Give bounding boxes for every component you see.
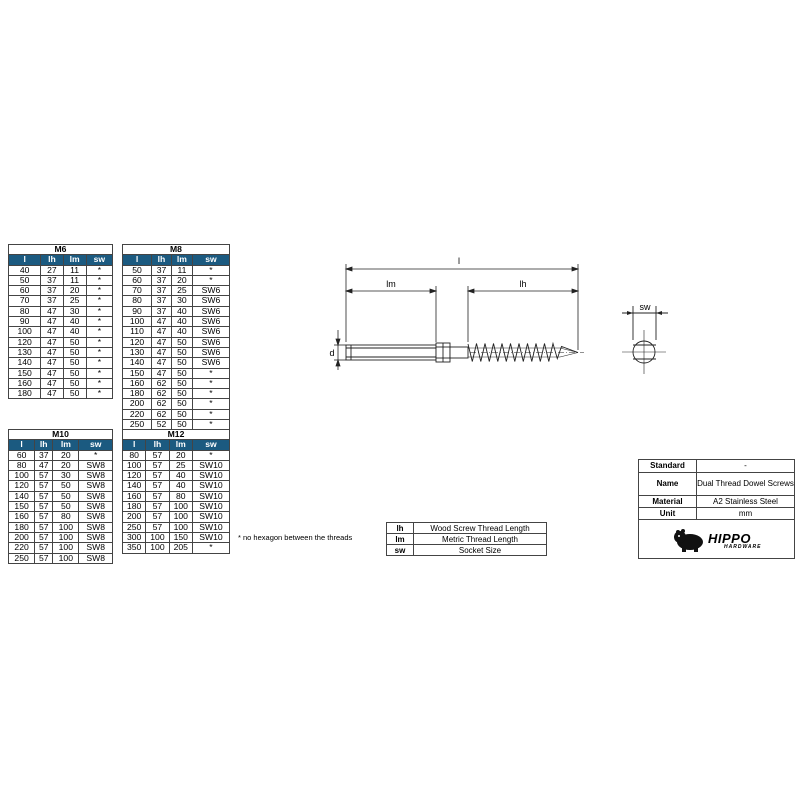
table-cell: 57: [146, 522, 169, 532]
table-cell: *: [86, 275, 112, 285]
screw-neck: [450, 347, 468, 358]
table-cell: 140: [9, 491, 35, 501]
info-key: Name: [639, 472, 697, 495]
column-header: lm: [171, 255, 192, 265]
table-cell: SW6: [192, 358, 229, 368]
table-cell: *: [86, 358, 112, 368]
table-cell: 50: [171, 409, 192, 419]
table-cell: 37: [41, 286, 63, 296]
column-header: sw: [86, 255, 112, 265]
table-cell: 150: [123, 368, 152, 378]
table-cell: 47: [41, 337, 63, 347]
table-cell: 200: [9, 532, 35, 542]
table-cell: *: [192, 275, 229, 285]
info-value: A2 Stainless Steel: [697, 495, 795, 507]
table-cell: 50: [123, 265, 152, 275]
table-cell: SW10: [192, 460, 229, 470]
table-cell: 57: [146, 460, 169, 470]
table-cell: 150: [169, 532, 192, 542]
info-value: mm: [697, 507, 795, 519]
legend-key: lm: [387, 534, 414, 545]
table-cell: 300: [123, 532, 146, 542]
table-cell: *: [86, 317, 112, 327]
table-cell: 57: [146, 481, 169, 491]
table-cell: 37: [152, 296, 172, 306]
table-cell: 150: [9, 368, 41, 378]
table-cell: 250: [123, 420, 152, 430]
table-cell: 180: [123, 502, 146, 512]
table-cell: 130: [123, 347, 152, 357]
table-cell: 50: [53, 481, 79, 491]
table-cell: 50: [171, 378, 192, 388]
table-cell: *: [192, 389, 229, 399]
table-cell: *: [79, 450, 113, 460]
table-cell: 57: [35, 481, 53, 491]
table-cell: 47: [41, 378, 63, 388]
table-cell: SW8: [79, 532, 113, 542]
table-cell: 57: [35, 553, 53, 563]
arrow-icon: [572, 267, 578, 271]
label-l: l: [458, 256, 460, 266]
table-cell: 25: [171, 286, 192, 296]
table-cell: 57: [146, 450, 169, 460]
table-cell: 60: [123, 275, 152, 285]
table-cell: 50: [53, 491, 79, 501]
table-cell: 100: [169, 522, 192, 532]
table-cell: 100: [53, 532, 79, 542]
table-cell: 37: [152, 265, 172, 275]
table-cell: *: [86, 265, 112, 275]
table-cell: 40: [171, 327, 192, 337]
table-cell: 25: [169, 460, 192, 470]
table-cell: 130: [9, 347, 41, 357]
info-value: Dual Thread Dowel Screws: [697, 472, 795, 495]
table-cell: SW8: [79, 460, 113, 470]
table-cell: SW8: [79, 502, 113, 512]
column-header: lh: [41, 255, 63, 265]
table-cell: 60: [9, 286, 41, 296]
table-title: M8: [123, 245, 230, 255]
table-cell: 37: [41, 296, 63, 306]
column-header: l: [123, 255, 152, 265]
table-cell: 37: [152, 306, 172, 316]
table-cell: 50: [63, 347, 86, 357]
table-cell: 50: [171, 368, 192, 378]
table-cell: 100: [53, 522, 79, 532]
table-cell: 60: [9, 450, 35, 460]
table-cell: 11: [171, 265, 192, 275]
table-cell: SW8: [79, 512, 113, 522]
table-cell: 57: [35, 512, 53, 522]
table-cell: 110: [123, 327, 152, 337]
table-cell: 50: [63, 378, 86, 388]
table-cell: *: [86, 306, 112, 316]
table-cell: 50: [9, 275, 41, 285]
legend-key: sw: [387, 545, 414, 556]
table-cell: 250: [9, 553, 35, 563]
column-header: l: [123, 440, 146, 450]
table-cell: 140: [123, 358, 152, 368]
table-cell: 140: [123, 481, 146, 491]
table-cell: 40: [63, 317, 86, 327]
info-key: Unit: [639, 507, 697, 519]
arrow-icon: [430, 289, 436, 293]
arrow-icon: [346, 267, 352, 271]
table-cell: 30: [63, 306, 86, 316]
legend-value: Wood Screw Thread Length: [414, 523, 547, 534]
table-cell: 57: [146, 471, 169, 481]
column-header: lh: [35, 440, 53, 450]
table-cell: 57: [35, 502, 53, 512]
table-cell: 20: [53, 460, 79, 470]
arrow-icon: [336, 339, 340, 345]
table-cell: 20: [53, 450, 79, 460]
table-cell: 47: [152, 368, 172, 378]
table-cell: *: [192, 368, 229, 378]
table-cell: SW8: [79, 522, 113, 532]
table-cell: 220: [123, 409, 152, 419]
table-cell: 100: [9, 471, 35, 481]
table-cell: 25: [63, 296, 86, 306]
table-title: M12: [123, 430, 230, 440]
table-cell: 120: [123, 471, 146, 481]
table-cell: 180: [9, 522, 35, 532]
table-cell: 70: [123, 286, 152, 296]
table-cell: 47: [35, 460, 53, 470]
table-cell: 40: [171, 306, 192, 316]
table-cell: 180: [9, 389, 41, 399]
table-cell: 30: [171, 296, 192, 306]
table-cell: SW10: [192, 502, 229, 512]
table-cell: 180: [123, 389, 152, 399]
table-cell: 50: [171, 347, 192, 357]
table-cell: *: [86, 347, 112, 357]
table-cell: 27: [41, 265, 63, 275]
table-cell: *: [86, 389, 112, 399]
column-header: lm: [63, 255, 86, 265]
table-cell: 350: [123, 543, 146, 553]
table-cell: 120: [123, 337, 152, 347]
table-cell: 220: [9, 543, 35, 553]
table-cell: 150: [9, 502, 35, 512]
table-cell: SW6: [192, 347, 229, 357]
table-cell: SW6: [192, 306, 229, 316]
table-cell: 50: [63, 358, 86, 368]
info-key: Material: [639, 495, 697, 507]
table-cell: 62: [152, 409, 172, 419]
table-cell: 57: [35, 532, 53, 542]
table-cell: 50: [171, 389, 192, 399]
footnote: * no hexagon between the threads: [238, 533, 353, 542]
table-cell: 62: [152, 378, 172, 388]
column-header: sw: [192, 255, 229, 265]
table-cell: 47: [41, 347, 63, 357]
table-cell: 62: [152, 399, 172, 409]
table-cell: *: [192, 265, 229, 275]
table-cell: 80: [123, 296, 152, 306]
label-lh: lh: [519, 279, 527, 289]
table-cell: *: [192, 378, 229, 388]
table-cell: 200: [123, 512, 146, 522]
table-cell: *: [86, 337, 112, 347]
table-cell: 50: [63, 389, 86, 399]
table-cell: SW8: [79, 481, 113, 491]
table-cell: SW6: [192, 317, 229, 327]
table-cell: 40: [63, 327, 86, 337]
legend-value: Socket Size: [414, 545, 547, 556]
table-cell: SW6: [192, 286, 229, 296]
table-cell: 57: [35, 491, 53, 501]
table-cell: 200: [123, 399, 152, 409]
table-cell: SW6: [192, 296, 229, 306]
column-header: l: [9, 255, 41, 265]
table-cell: 90: [9, 317, 41, 327]
table-cell: SW10: [192, 532, 229, 542]
table-cell: SW8: [79, 491, 113, 501]
arrow-icon: [346, 289, 352, 293]
table-cell: 57: [146, 512, 169, 522]
table-cell: SW8: [79, 543, 113, 553]
logo-name: HIPPO: [708, 531, 751, 546]
logo-subtitle: HARDWARE: [724, 544, 762, 550]
table-cell: *: [192, 450, 229, 460]
table-cell: 50: [53, 502, 79, 512]
table-cell: 80: [169, 491, 192, 501]
table-cell: 50: [171, 399, 192, 409]
label-lm: lm: [386, 279, 396, 289]
table-cell: 250: [123, 522, 146, 532]
table-cell: 160: [9, 378, 41, 388]
legend-key: lh: [387, 523, 414, 534]
table-cell: *: [86, 296, 112, 306]
table-cell: SW10: [192, 491, 229, 501]
table-cell: SW10: [192, 481, 229, 491]
table-cell: 50: [63, 337, 86, 347]
table-cell: 100: [123, 317, 152, 327]
arrow-icon: [468, 289, 474, 293]
table-cell: 47: [41, 368, 63, 378]
table-cell: 40: [169, 481, 192, 491]
table-cell: *: [192, 420, 229, 430]
table-cell: 47: [152, 337, 172, 347]
table-cell: *: [192, 543, 229, 553]
arrow-icon: [572, 289, 578, 293]
table-cell: 47: [152, 327, 172, 337]
table-cell: 11: [63, 275, 86, 285]
table-cell: 47: [41, 358, 63, 368]
table-cell: 50: [171, 420, 192, 430]
table-cell: SW8: [79, 471, 113, 481]
table-cell: 57: [35, 522, 53, 532]
table-cell: 40: [169, 471, 192, 481]
table-cell: SW10: [192, 522, 229, 532]
column-header: sw: [79, 440, 113, 450]
column-header: sw: [192, 440, 229, 450]
table-cell: 57: [35, 471, 53, 481]
table-cell: SW8: [79, 553, 113, 563]
table-cell: 160: [123, 378, 152, 388]
table-cell: 160: [123, 491, 146, 501]
table-cell: *: [192, 399, 229, 409]
table-cell: 11: [63, 265, 86, 275]
table-cell: 62: [152, 389, 172, 399]
table-cell: 120: [9, 337, 41, 347]
table-cell: 90: [123, 306, 152, 316]
table-cell: 57: [146, 502, 169, 512]
table-cell: 100: [169, 502, 192, 512]
table-cell: 100: [123, 460, 146, 470]
arrow-icon: [627, 311, 633, 315]
table-cell: 52: [152, 420, 172, 430]
table-cell: 140: [9, 358, 41, 368]
table-title: M6: [9, 245, 113, 255]
table-cell: 100: [146, 543, 169, 553]
table-cell: 47: [152, 317, 172, 327]
table-cell: 100: [146, 532, 169, 542]
metric-thread-shank: [346, 345, 436, 360]
table-cell: 160: [9, 512, 35, 522]
column-header: lh: [146, 440, 169, 450]
arrow-icon: [656, 311, 662, 315]
table-cell: 20: [171, 275, 192, 285]
info-value: -: [697, 460, 795, 472]
table-cell: 80: [9, 460, 35, 470]
table-cell: *: [192, 409, 229, 419]
table-cell: 20: [169, 450, 192, 460]
table-cell: SW6: [192, 337, 229, 347]
table-cell: 20: [63, 286, 86, 296]
table-cell: *: [86, 368, 112, 378]
column-header: l: [9, 440, 35, 450]
table-cell: SW10: [192, 512, 229, 522]
label-d: d: [329, 348, 335, 358]
column-header: lh: [152, 255, 172, 265]
table-cell: 100: [169, 512, 192, 522]
table-cell: 100: [53, 553, 79, 563]
table-cell: 37: [152, 275, 172, 285]
table-cell: SW6: [192, 327, 229, 337]
table-cell: 47: [41, 317, 63, 327]
table-cell: *: [86, 286, 112, 296]
column-header: lm: [169, 440, 192, 450]
arrow-icon: [336, 360, 340, 366]
table-cell: 47: [41, 327, 63, 337]
legend-value: Metric Thread Length: [414, 534, 547, 545]
table-cell: 70: [9, 296, 41, 306]
label-sw: sw: [639, 302, 651, 312]
table-cell: 47: [41, 389, 63, 399]
table-cell: 40: [171, 317, 192, 327]
table-cell: 80: [123, 450, 146, 460]
table-cell: 30: [53, 471, 79, 481]
table-cell: 50: [63, 368, 86, 378]
table-cell: 205: [169, 543, 192, 553]
column-header: lm: [53, 440, 79, 450]
info-key: Standard: [639, 460, 697, 472]
table-cell: 47: [152, 347, 172, 357]
table-cell: 47: [41, 306, 63, 316]
table-cell: 80: [9, 306, 41, 316]
table-cell: 57: [35, 543, 53, 553]
table-cell: 100: [9, 327, 41, 337]
table-cell: 120: [9, 481, 35, 491]
table-cell: 47: [152, 358, 172, 368]
table-cell: *: [86, 378, 112, 388]
table-cell: 50: [171, 358, 192, 368]
table-cell: *: [86, 327, 112, 337]
table-cell: 50: [171, 337, 192, 347]
table-cell: 40: [9, 265, 41, 275]
table-cell: 80: [53, 512, 79, 522]
table-cell: 100: [53, 543, 79, 553]
table-title: M10: [9, 430, 113, 440]
product-info-table: [639, 460, 794, 520]
table-cell: 57: [146, 491, 169, 501]
table-cell: 37: [152, 286, 172, 296]
table-cell: 37: [41, 275, 63, 285]
table-cell: SW10: [192, 471, 229, 481]
table-cell: 37: [35, 450, 53, 460]
